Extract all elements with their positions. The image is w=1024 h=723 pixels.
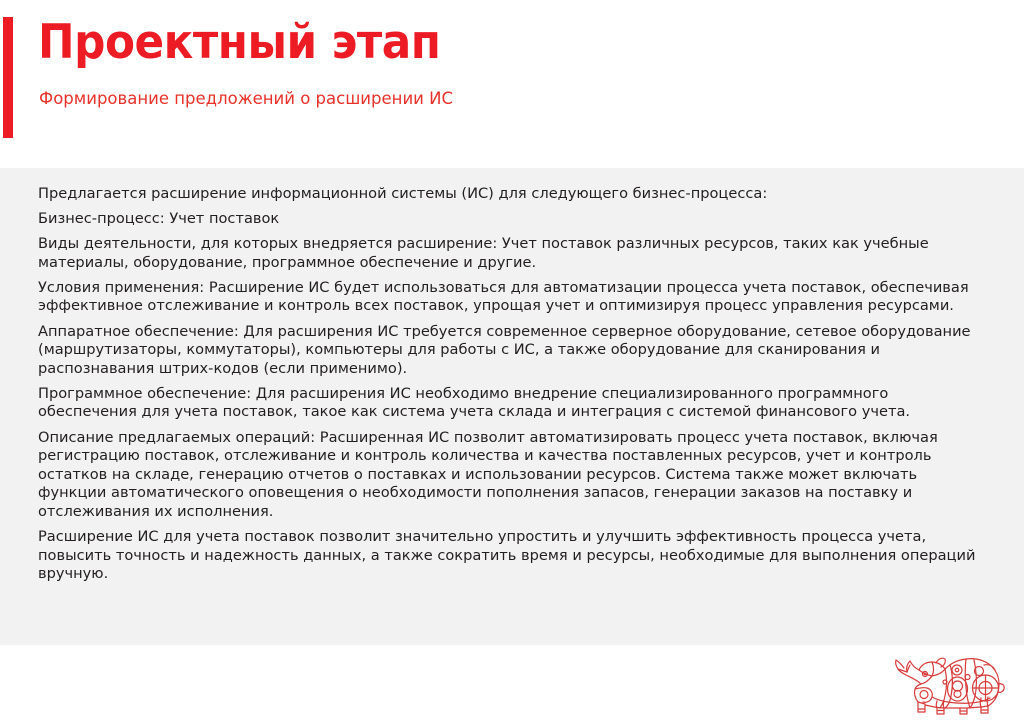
content-panel: [0, 168, 1024, 645]
header-accent-bar: [3, 17, 13, 138]
rhinoceros-logo-icon: [886, 647, 1010, 719]
paragraph-operations: Описание предлагаемых операций: Расширенная ИС позволит автоматизировать процесс учета поставок, включая регистрацию поставок, отслеживание и контроль количества и качества поставленных ресурсов, учет и контроль остатков на складе, генерацию отчетов о поставках и использовании ресурсов. Система также может включать функции автоматического оповещения о необходимости пополнения запасов, генерации заказов на поставку и отслеживания их исполнения.: [38, 428, 938, 520]
paragraph-business-process: Бизнес-процесс: Учет поставок: [38, 210, 280, 228]
paragraph-conclusion: Расширение ИС для учета поставок позволит значительно упростить и улучшить эффективность процесса учета, повысить точность и надежность данных, а также сократить время и ресурсы, необходимые для выполнения операций вручную.: [38, 528, 976, 583]
paragraph-activities: Виды деятельности, для которых внедряется расширение: Учет поставок различных ресурсов, таких как учебные материалы, оборудование, программное обеспечение и другие.: [38, 235, 929, 271]
slide-header: [0, 0, 1024, 168]
paragraph-hardware: Аппаратное обеспечение: Для расширения ИС требуется современное серверное оборудование, сетевое оборудование (маршрутизаторы, коммутаторы), компьютеры для работы с ИС, а также оборудование для сканирования и распознавания штрих-кодов (если применимо).: [38, 322, 971, 377]
page-title: Проектный этап: [38, 15, 441, 70]
paragraph-software: Программное обеспечение: Для расширения ИС необходимо внедрение специализированного программного обеспечения для учета поставок, такое как система учета склада и интеграция с системой финансового учета.: [38, 384, 911, 421]
slide-footer: [0, 645, 1024, 723]
paragraph-intro: Предлагается расширение информационной системы (ИС) для следующего бизнес-процесса:: [38, 185, 768, 202]
paragraph-usage-conditions: Условия применения: Расширение ИС будет использоваться для автоматизации процесса учета поставок, обеспечивая эффективное отслеживание и контроль всех поставок, упрощая учет и оптимизируя процесс управления ресурсами.: [38, 278, 969, 315]
body-text-block: [38, 185, 988, 584]
page-subtitle: Формирование предложений о расширении ИС: [39, 89, 453, 108]
